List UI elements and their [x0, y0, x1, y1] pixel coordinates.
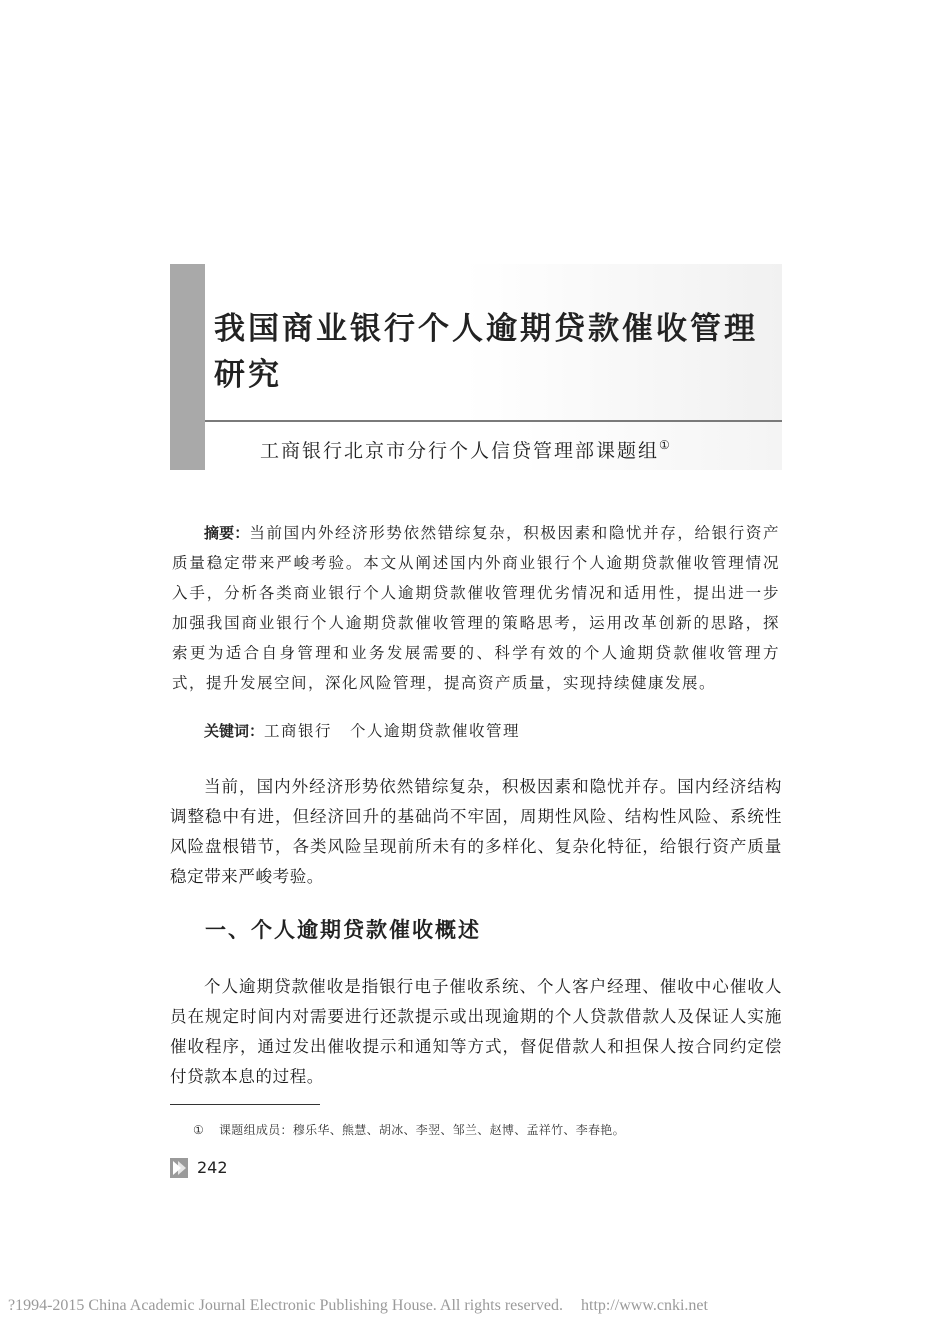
- intro-paragraph: 当前，国内外经济形势依然错综复杂，积极因素和隐忧并存。国内经济结构调整稳中有进，但经济回升的基础尚不牢固，周期性风险、结构性风险、系统性风险盘根错节，各类风险呈现前所未有的多样化、复杂化特征，给银行资产质量稳定带来严峻考验。: [170, 777, 782, 886]
- abstract: [172, 518, 780, 698]
- keyword-item: 个人逾期贷款催收管理: [350, 722, 521, 740]
- keyword-item: 工商银行: [264, 722, 333, 740]
- keywords-label: 关键词：: [204, 722, 265, 740]
- copyright-text: ?1994-2015 China Academic Journal Electronic Publishing House. All rights reserved.: [8, 1297, 563, 1314]
- footnote: [193, 1121, 625, 1138]
- title-block: [170, 264, 782, 470]
- page-number: 242: [197, 1158, 228, 1177]
- page-arrow-icon: [170, 1158, 188, 1178]
- footnote-divider: [170, 1104, 320, 1105]
- footnote-marker: ①: [193, 1123, 205, 1137]
- author-name: 工商银行北京市分行个人信贷管理部课题组: [260, 440, 660, 462]
- section-heading: 一、个人逾期贷款催收概述: [205, 918, 481, 942]
- paper-title-line-1: 我国商业银行个人逾期贷款催收管理: [214, 311, 758, 347]
- author-line: [260, 436, 670, 463]
- paper-title: [214, 306, 782, 398]
- title-side-bar: [170, 264, 205, 470]
- copyright-url[interactable]: http://www.cnki.net: [581, 1297, 708, 1314]
- author-footnote-marker[interactable]: ①: [659, 438, 670, 452]
- footnote-text: 课题组成员：穆乐华、熊慧、胡冰、李翌、邹兰、赵博、孟祥竹、李春艳。: [219, 1123, 625, 1137]
- keywords: [204, 716, 780, 746]
- copyright-footer: [8, 1297, 708, 1315]
- abstract-text: 当前国内外经济形势依然错综复杂，积极因素和隐忧并存，给银行资产质量稳定带来严峻考验。本文从阐述国内外商业银行个人逾期贷款催收管理情况入手，分析各类商业银行个人逾期贷款催收管理优劣情况和适用性，提出进一步加强我国商业银行个人逾期贷款催收管理的策略思考，运用改革创新的思路，探索更为适合自身管理和业务发展需要的、科学有效的个人逾期贷款催收管理方式，提升发展空间，深化风险管理，提高资产质量，实现持续健康发展。: [172, 524, 780, 692]
- abstract-label: 摘要：: [204, 524, 250, 542]
- paper-title-line-2: 研究: [214, 357, 282, 393]
- section-paragraph: 个人逾期贷款催收是指银行电子催收系统、个人客户经理、催收中心催收人员在规定时间内对需要进行还款提示或出现逾期的个人贷款借款人及保证人实施催收程序，通过发出催收提示和通知等方式，督促借款人和担保人按合同约定偿付贷款本息的过程。: [170, 977, 782, 1086]
